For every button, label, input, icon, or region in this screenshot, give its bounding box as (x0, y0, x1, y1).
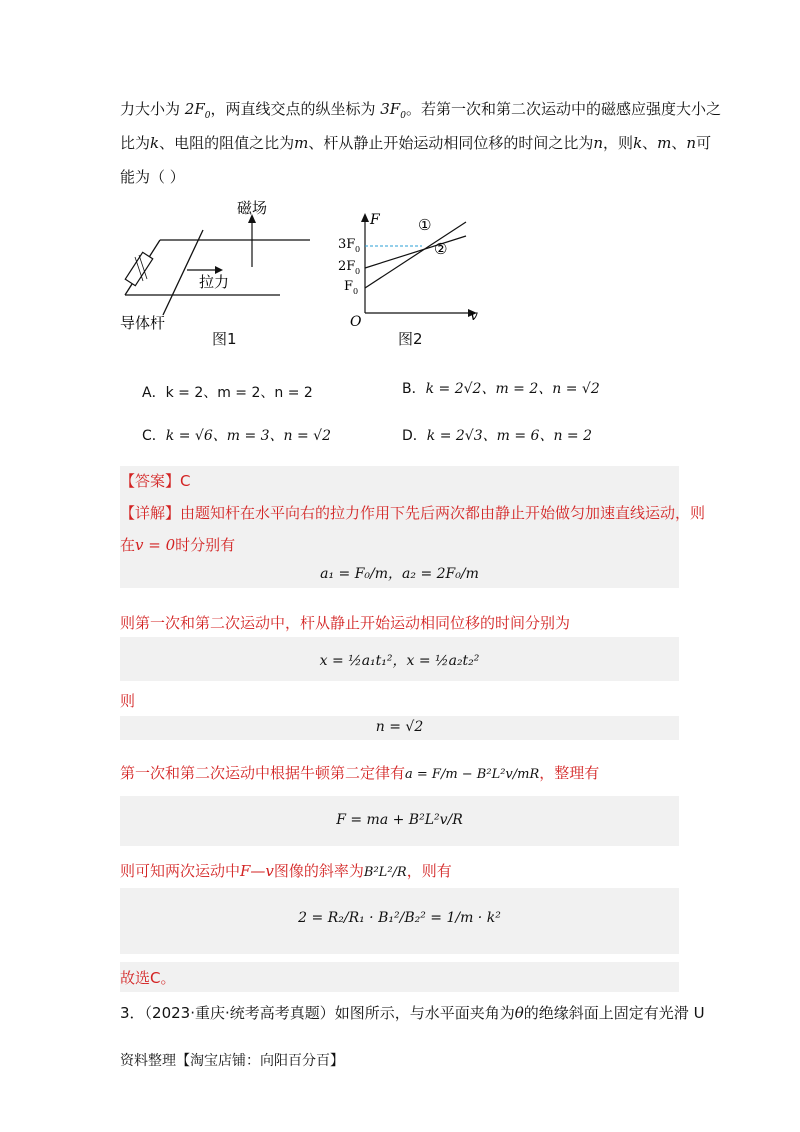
figure-2-caption: 图2 (398, 330, 423, 348)
answer-line: 【答案】C (120, 472, 191, 490)
resistor-icon (125, 252, 152, 285)
label-rod: 导体杆 (120, 314, 166, 332)
equation-1: a₁ = F₀/m，a₂ = 2F₀/m (320, 566, 479, 582)
equation-5: 2 = R₂/R₁ · B₁²/B₂² = 1/m · k² (298, 910, 501, 926)
question-line-2: 比为k、电阻的阻值之比为m、杆从静止开始运动相同位移的时间之比为n，则k、m、n可 (120, 134, 712, 152)
arrow-head-icon (361, 213, 369, 222)
line-2-label: ② (434, 240, 448, 258)
tick-sub: 0 (353, 287, 359, 296)
tick-sub: 0 (355, 267, 361, 276)
label-field: 磁场 (237, 199, 268, 217)
detail-line-2: 在v = 0时分别有 (120, 536, 236, 554)
conductor-rod (163, 230, 203, 315)
option-a: A．k = 2、m = 2、n = 2 (142, 385, 313, 401)
equation-4: F = ma + B²L²v/R (336, 812, 463, 828)
line-1 (365, 222, 466, 288)
text-newton: 第一次和第二次运动中根据牛顿第二定律有a = F/m − B²L²v/mR，整理有 (120, 764, 600, 782)
detail-line-1: 【详解】由题知杆在水平向右的拉力作用下先后两次都由静止开始做匀加速直线运动，则 (120, 504, 706, 522)
text-time: 则第一次和第二次运动中，杆从静止开始运动相同位移的时间分别为 (120, 614, 571, 632)
option-c: C．k = √6、m = 3、n = √2 (142, 428, 332, 444)
line-1-label: ① (418, 216, 432, 234)
equation-2: x = ½a₁t₁²，x = ½a₂t₂² (319, 653, 480, 669)
text: 。若第一次和第二次运动中的磁感应强度大小之 (405, 100, 721, 118)
tick-3f0: 3F (338, 237, 356, 252)
question-line-1 (120, 98, 721, 121)
figure-2-graph (330, 208, 490, 328)
tick-sub: 0 (355, 245, 361, 254)
conclusion: 故选C。 (120, 969, 176, 987)
axis-y-label: F (370, 212, 380, 228)
option-b: B．k = 2√2、m = 2、n = √2 (402, 381, 600, 397)
slope-formula: B²L²/R (363, 865, 407, 880)
text-then: 则 (120, 692, 136, 710)
question-line-3: 能为（ ） (120, 168, 185, 186)
line-2 (365, 236, 466, 268)
formula-3f0: $3F_0$ (380, 100, 406, 121)
option-d: D．k = 2√3、m = 6、n = 2 (402, 428, 592, 444)
text: 力大小为 (120, 100, 185, 118)
axis-x-label: v (470, 308, 478, 324)
tick-2f0: 2F (338, 259, 356, 274)
footer: 资料整理【淘宝店铺：向阳百分百】 (120, 1053, 344, 1069)
figure-1-caption: 图1 (212, 330, 237, 348)
tick-f0: F (344, 279, 354, 294)
equation-3: n = √2 (375, 719, 424, 735)
next-question: 3．（2023·重庆·统考高考真题）如图所示，与水平面夹角为θ的绝缘斜面上固定有光滑 U (120, 1004, 705, 1022)
conclusion-band (120, 962, 679, 992)
newton-formula: a = F/m − B²L²v/mR (405, 767, 540, 782)
text-slope: 则可知两次运动中F—v图像的斜率为B²L²/R，则有 (120, 862, 452, 880)
label-force: 拉力 (199, 273, 230, 291)
formula-2f0: $2F_0$ (184, 100, 211, 121)
text: ，两直线交点的纵坐标为 (210, 100, 381, 118)
origin-label: O (350, 314, 362, 328)
